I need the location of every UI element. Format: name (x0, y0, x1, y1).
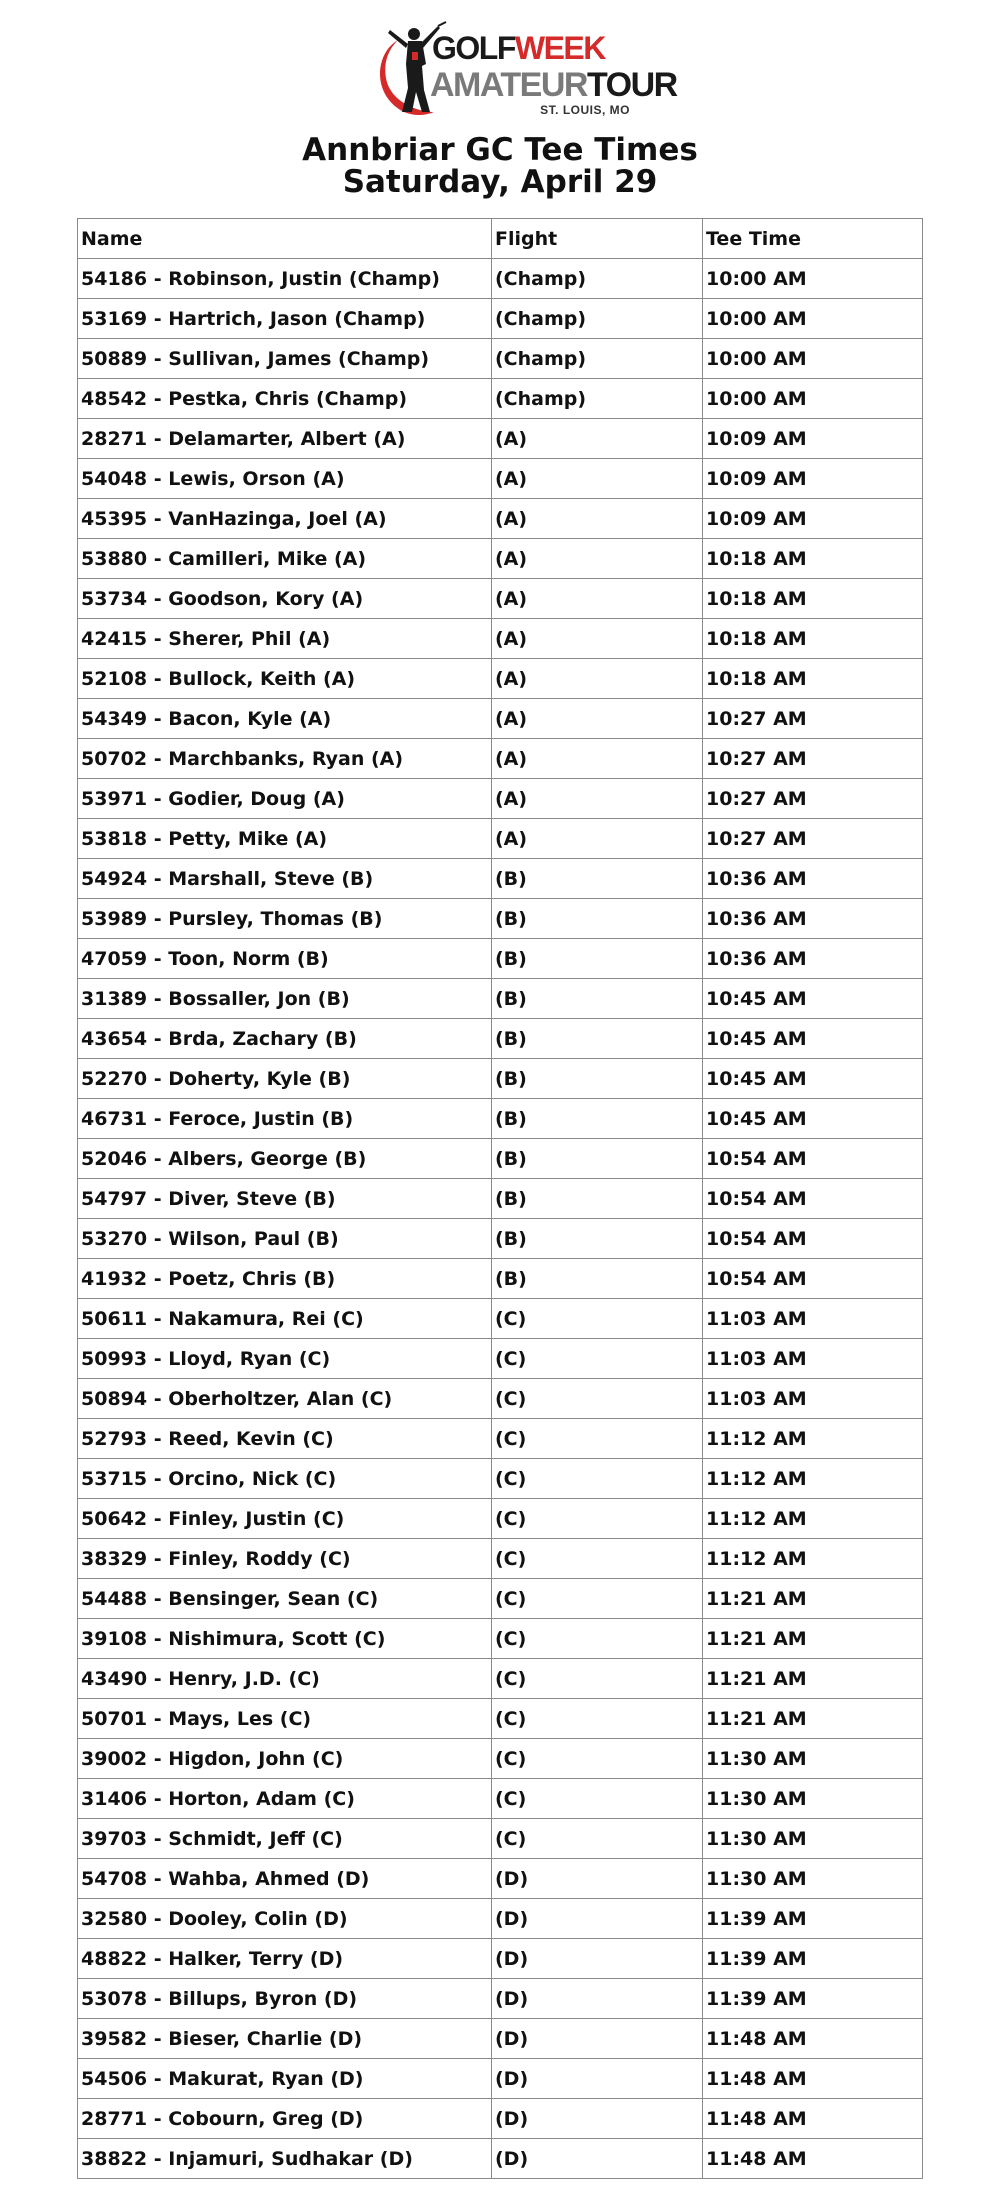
cell-flight: (Champ) (492, 339, 703, 379)
table-row (78, 1259, 923, 1299)
cell-tee-time: 11:03 AM (703, 1339, 923, 1379)
cell-tee-time: 11:30 AM (703, 1779, 923, 1819)
table-row (78, 499, 923, 539)
cell-tee-time: 10:00 AM (703, 259, 923, 299)
cell-tee-time: 10:45 AM (703, 1019, 923, 1059)
table-row (78, 1379, 923, 1419)
cell-tee-time: 10:54 AM (703, 1179, 923, 1219)
cell-tee-time: 11:48 AM (703, 2139, 923, 2179)
cell-name: 53880 - Camilleri, Mike (A) (78, 539, 492, 579)
cell-name: 43654 - Brda, Zachary (B) (78, 1019, 492, 1059)
cell-name: 50702 - Marchbanks, Ryan (A) (78, 739, 492, 779)
table-row (78, 979, 923, 1019)
cell-tee-time: 11:48 AM (703, 2059, 923, 2099)
cell-flight: (A) (492, 819, 703, 859)
cell-flight: (C) (492, 1499, 703, 1539)
cell-flight: (B) (492, 1219, 703, 1259)
cell-tee-time: 10:09 AM (703, 459, 923, 499)
golfweek-amateur-tour-logo (368, 20, 677, 122)
table-row (78, 339, 923, 379)
table-row (78, 859, 923, 899)
cell-name: 54797 - Diver, Steve (B) (78, 1179, 492, 1219)
table-row (78, 1699, 923, 1739)
table-row (78, 1499, 923, 1539)
table-row (78, 1099, 923, 1139)
table-row (78, 1459, 923, 1499)
tee-times-table (77, 218, 923, 2179)
table-row (78, 939, 923, 979)
cell-name: 54924 - Marshall, Steve (B) (78, 859, 492, 899)
cell-tee-time: 11:39 AM (703, 1939, 923, 1979)
cell-tee-time: 11:12 AM (703, 1419, 923, 1459)
cell-name: 31389 - Bossaller, Jon (B) (78, 979, 492, 1019)
page-subtitle-date: Saturday, April 29 (342, 164, 658, 200)
cell-flight: (C) (492, 1419, 703, 1459)
cell-tee-time: 11:39 AM (703, 1979, 923, 2019)
table-row (78, 2059, 923, 2099)
cell-flight: (A) (492, 499, 703, 539)
table-row (78, 539, 923, 579)
table-row (78, 1939, 923, 1979)
header-name: Name (78, 219, 492, 259)
cell-flight: (C) (492, 1299, 703, 1339)
cell-flight: (C) (492, 1339, 703, 1379)
cell-tee-time: 10:00 AM (703, 339, 923, 379)
cell-flight: (C) (492, 1579, 703, 1619)
table-row (78, 1859, 923, 1899)
cell-name: 48542 - Pestka, Chris (Champ) (78, 379, 492, 419)
table-row (78, 2139, 923, 2179)
cell-flight: (Champ) (492, 379, 703, 419)
table-row (78, 2099, 923, 2139)
table-row (78, 739, 923, 779)
cell-flight: (D) (492, 1939, 703, 1979)
cell-flight: (C) (492, 1699, 703, 1739)
cell-tee-time: 10:45 AM (703, 1059, 923, 1099)
table-row (78, 379, 923, 419)
table-row (78, 819, 923, 859)
cell-tee-time: 10:18 AM (703, 619, 923, 659)
table-row (78, 299, 923, 339)
cell-flight: (D) (492, 2019, 703, 2059)
cell-flight: (B) (492, 1099, 703, 1139)
table-row (78, 659, 923, 699)
cell-name: 39108 - Nishimura, Scott (C) (78, 1619, 492, 1659)
cell-tee-time: 11:30 AM (703, 1739, 923, 1779)
table-row (78, 1219, 923, 1259)
cell-flight: (A) (492, 659, 703, 699)
cell-name: 31406 - Horton, Adam (C) (78, 1779, 492, 1819)
cell-name: 53169 - Hartrich, Jason (Champ) (78, 299, 492, 339)
cell-flight: (A) (492, 779, 703, 819)
table-row (78, 1539, 923, 1579)
cell-tee-time: 11:03 AM (703, 1299, 923, 1339)
cell-name: 50889 - Sullivan, James (Champ) (78, 339, 492, 379)
cell-flight: (D) (492, 1859, 703, 1899)
cell-flight: (C) (492, 1459, 703, 1499)
table-row (78, 579, 923, 619)
cell-tee-time: 11:30 AM (703, 1859, 923, 1899)
cell-tee-time: 10:09 AM (703, 499, 923, 539)
cell-name: 53734 - Goodson, Kory (A) (78, 579, 492, 619)
cell-flight: (C) (492, 1779, 703, 1819)
cell-flight: (C) (492, 1819, 703, 1859)
cell-tee-time: 11:12 AM (703, 1539, 923, 1579)
cell-name: 50642 - Finley, Justin (C) (78, 1499, 492, 1539)
cell-tee-time: 10:45 AM (703, 979, 923, 1019)
cell-name: 53715 - Orcino, Nick (C) (78, 1459, 492, 1499)
cell-name: 45395 - VanHazinga, Joel (A) (78, 499, 492, 539)
table-row (78, 2019, 923, 2059)
table-row (78, 419, 923, 459)
cell-tee-time: 10:54 AM (703, 1219, 923, 1259)
cell-flight: (Champ) (492, 299, 703, 339)
table-row (78, 1139, 923, 1179)
header-flight: Flight (492, 219, 703, 259)
cell-name: 50701 - Mays, Les (C) (78, 1699, 492, 1739)
cell-flight: (A) (492, 699, 703, 739)
cell-flight: (B) (492, 1059, 703, 1099)
table-row (78, 1979, 923, 2019)
cell-tee-time: 11:21 AM (703, 1579, 923, 1619)
cell-name: 52270 - Doherty, Kyle (B) (78, 1059, 492, 1099)
table-row (78, 259, 923, 299)
cell-name: 54506 - Makurat, Ryan (D) (78, 2059, 492, 2099)
cell-flight: (D) (492, 2099, 703, 2139)
cell-flight: (D) (492, 1979, 703, 2019)
cell-name: 38329 - Finley, Roddy (C) (78, 1539, 492, 1579)
cell-flight: (C) (492, 1619, 703, 1659)
cell-flight: (B) (492, 939, 703, 979)
cell-flight: (B) (492, 1179, 703, 1219)
table-header-row (78, 219, 923, 259)
cell-name: 54048 - Lewis, Orson (A) (78, 459, 492, 499)
cell-flight: (D) (492, 1899, 703, 1939)
logo-brand-golfweek: GOLFWEEK (432, 30, 605, 66)
cell-tee-time: 10:36 AM (703, 899, 923, 939)
cell-name: 52793 - Reed, Kevin (C) (78, 1419, 492, 1459)
cell-name: 53989 - Pursley, Thomas (B) (78, 899, 492, 939)
cell-tee-time: 11:12 AM (703, 1499, 923, 1539)
cell-name: 53078 - Billups, Byron (D) (78, 1979, 492, 2019)
table-row (78, 1739, 923, 1779)
cell-flight: (C) (492, 1379, 703, 1419)
cell-name: 53971 - Godier, Doug (A) (78, 779, 492, 819)
cell-name: 48822 - Halker, Terry (D) (78, 1939, 492, 1979)
cell-tee-time: 11:39 AM (703, 1899, 923, 1939)
table-row (78, 1819, 923, 1859)
cell-tee-time: 10:18 AM (703, 539, 923, 579)
cell-name: 32580 - Dooley, Colin (D) (78, 1899, 492, 1939)
cell-name: 28771 - Cobourn, Greg (D) (78, 2099, 492, 2139)
table-row (78, 1579, 923, 1619)
table-row (78, 779, 923, 819)
cell-name: 54186 - Robinson, Justin (Champ) (78, 259, 492, 299)
cell-name: 28271 - Delamarter, Albert (A) (78, 419, 492, 459)
cell-name: 38822 - Injamuri, Sudhakar (D) (78, 2139, 492, 2179)
cell-name: 54349 - Bacon, Kyle (A) (78, 699, 492, 739)
cell-name: 47059 - Toon, Norm (B) (78, 939, 492, 979)
cell-flight: (C) (492, 1539, 703, 1579)
table-row (78, 699, 923, 739)
cell-flight: (A) (492, 619, 703, 659)
cell-tee-time: 11:48 AM (703, 2099, 923, 2139)
cell-flight: (A) (492, 539, 703, 579)
cell-name: 39002 - Higdon, John (C) (78, 1739, 492, 1779)
cell-flight: (A) (492, 419, 703, 459)
cell-tee-time: 10:27 AM (703, 779, 923, 819)
table-row (78, 1179, 923, 1219)
cell-name: 54488 - Bensinger, Sean (C) (78, 1579, 492, 1619)
cell-tee-time: 10:27 AM (703, 699, 923, 739)
cell-tee-time: 10:00 AM (703, 379, 923, 419)
cell-name: 53818 - Petty, Mike (A) (78, 819, 492, 859)
cell-tee-time: 10:18 AM (703, 579, 923, 619)
cell-tee-time: 10:54 AM (703, 1259, 923, 1299)
cell-flight: (C) (492, 1739, 703, 1779)
header-tee-time: Tee Time (703, 219, 923, 259)
cell-name: 53270 - Wilson, Paul (B) (78, 1219, 492, 1259)
cell-tee-time: 11:03 AM (703, 1379, 923, 1419)
cell-flight: (D) (492, 2139, 703, 2179)
cell-flight: (B) (492, 1259, 703, 1299)
table-row (78, 1059, 923, 1099)
cell-name: 41932 - Poetz, Chris (B) (78, 1259, 492, 1299)
cell-tee-time: 10:27 AM (703, 739, 923, 779)
table-row (78, 1019, 923, 1059)
cell-name: 50611 - Nakamura, Rei (C) (78, 1299, 492, 1339)
cell-tee-time: 11:30 AM (703, 1819, 923, 1859)
cell-tee-time: 10:36 AM (703, 859, 923, 899)
cell-tee-time: 10:36 AM (703, 939, 923, 979)
cell-tee-time: 11:48 AM (703, 2019, 923, 2059)
cell-tee-time: 10:09 AM (703, 419, 923, 459)
cell-name: 43490 - Henry, J.D. (C) (78, 1659, 492, 1699)
table-row (78, 1899, 923, 1939)
page-title: Annbriar GC Tee Times (302, 132, 698, 168)
cell-flight: (D) (492, 2059, 703, 2099)
table-row (78, 1339, 923, 1379)
cell-flight: (Champ) (492, 259, 703, 299)
cell-flight: (A) (492, 579, 703, 619)
cell-tee-time: 11:21 AM (703, 1619, 923, 1659)
cell-name: 42415 - Sherer, Phil (A) (78, 619, 492, 659)
cell-tee-time: 10:54 AM (703, 1139, 923, 1179)
cell-tee-time: 10:00 AM (703, 299, 923, 339)
cell-tee-time: 11:21 AM (703, 1699, 923, 1739)
cell-flight: (A) (492, 459, 703, 499)
cell-tee-time: 11:12 AM (703, 1459, 923, 1499)
cell-flight: (B) (492, 859, 703, 899)
cell-tee-time: 11:21 AM (703, 1659, 923, 1699)
table-row (78, 1619, 923, 1659)
logo-location: ST. LOUIS, MO (540, 103, 630, 117)
cell-name: 52046 - Albers, George (B) (78, 1139, 492, 1179)
cell-flight: (B) (492, 1019, 703, 1059)
cell-flight: (B) (492, 899, 703, 939)
table-row (78, 619, 923, 659)
cell-name: 50894 - Oberholtzer, Alan (C) (78, 1379, 492, 1419)
table-row (78, 1419, 923, 1459)
cell-name: 46731 - Feroce, Justin (B) (78, 1099, 492, 1139)
cell-name: 54708 - Wahba, Ahmed (D) (78, 1859, 492, 1899)
cell-name: 39703 - Schmidt, Jeff (C) (78, 1819, 492, 1859)
table-row (78, 459, 923, 499)
logo-brand-amateur-tour: AMATEURTOUR (430, 66, 677, 104)
cell-tee-time: 10:27 AM (703, 819, 923, 859)
cell-name: 50993 - Lloyd, Ryan (C) (78, 1339, 492, 1379)
cell-tee-time: 10:18 AM (703, 659, 923, 699)
cell-flight: (B) (492, 979, 703, 1019)
cell-name: 52108 - Bullock, Keith (A) (78, 659, 492, 699)
table-row (78, 1299, 923, 1339)
table-row (78, 1659, 923, 1699)
table-row (78, 1779, 923, 1819)
cell-flight: (C) (492, 1659, 703, 1699)
cell-name: 39582 - Bieser, Charlie (D) (78, 2019, 492, 2059)
cell-flight: (A) (492, 739, 703, 779)
table-row (78, 899, 923, 939)
cell-tee-time: 10:45 AM (703, 1099, 923, 1139)
cell-flight: (B) (492, 1139, 703, 1179)
